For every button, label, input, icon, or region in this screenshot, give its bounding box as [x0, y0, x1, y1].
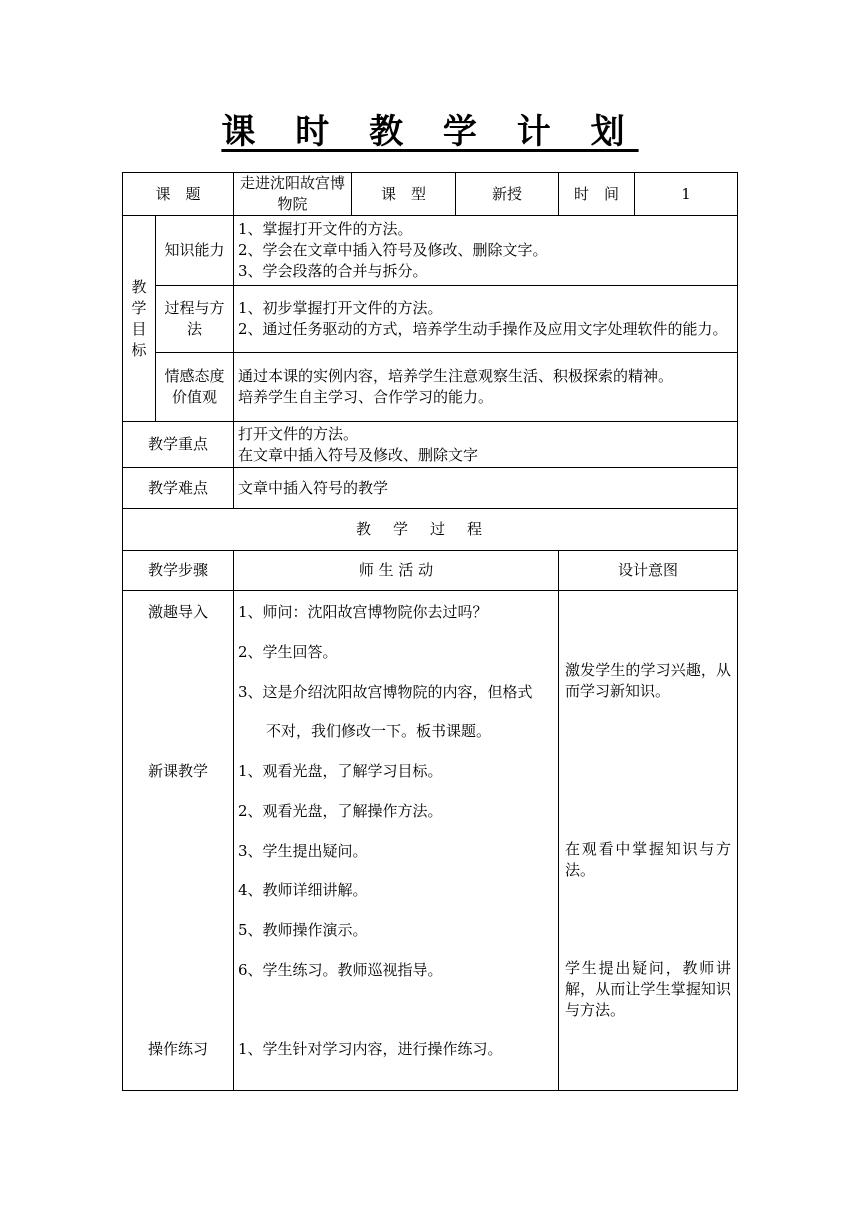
page-title: 课 时 教 学 计 划: [221, 112, 639, 152]
topic-value: 走进沈阳故宫博物院: [234, 173, 352, 216]
col-step-header: 教学步骤: [123, 551, 234, 591]
key-points-content: [234, 422, 738, 468]
goal-line: 通过本课的实例内容，培养学生注意观察生活、积极探索的精神。: [238, 367, 674, 385]
lesson-plan-table: [122, 172, 738, 1091]
key-point-line: 打开文件的方法。: [238, 424, 359, 443]
process-section-title: 教学过程: [123, 509, 738, 551]
goal-row-attitude: [123, 353, 738, 422]
time-value: 1: [635, 173, 738, 216]
key-points-row: [123, 422, 738, 468]
process-body-row: [123, 591, 738, 1091]
goal-content: [234, 286, 738, 353]
activity-line: 不对，我们修改一下。板书课题。: [266, 722, 492, 741]
activity-line: 6、学生练习。教师巡视指导。: [238, 960, 443, 979]
goal-label: 知识能力: [156, 216, 234, 286]
goal-line: 1、初步掌握打开文件的方法。: [238, 299, 443, 317]
intent-column: [559, 591, 738, 1091]
intent-text: 在观看中掌握知识与方法。: [565, 840, 732, 879]
topic-label: 课 题: [123, 173, 234, 216]
step-label: 新课教学: [148, 762, 209, 781]
key-point-line: 在文章中插入符号及修改、删除文字: [238, 445, 479, 464]
goal-label: 过程与方法: [156, 286, 234, 353]
goal-content: [234, 216, 738, 286]
goal-line: 培养学生自主学习、合作学习的能力。: [238, 388, 494, 406]
type-value: 新授: [456, 173, 559, 216]
step-label: 激趣导入: [148, 603, 209, 622]
time-label: 时 间: [559, 173, 635, 216]
activity-line: 3、学生提出疑问。: [238, 841, 368, 860]
activity-line: 5、教师操作演示。: [238, 920, 368, 939]
goal-line: 1、掌握打开文件的方法。: [238, 220, 413, 238]
goal-line: 3、学会段落的合并与拆分。: [238, 262, 428, 280]
activity-line: 1、师问：沈阳故宫博物院你去过吗？: [238, 603, 488, 622]
intent-text: 激发学生的学习兴趣，从而学习新知识。: [565, 661, 732, 700]
activity-line: 3、这是介绍沈阳故宫博物院的内容，但格式: [238, 682, 533, 701]
type-label: 课 型: [352, 173, 456, 216]
goal-content: [234, 353, 738, 422]
key-points-label: 教学重点: [123, 422, 234, 468]
difficulty-content: 文章中插入符号的教学: [234, 468, 738, 509]
goal-line: 2、学会在文章中插入符号及修改、删除文字。: [238, 241, 548, 259]
step-label: 操作练习: [148, 1039, 209, 1058]
col-activity-header: 师 生 活 动: [234, 551, 559, 591]
activity-line: 4、教师详细讲解。: [238, 881, 368, 900]
goal-row-process: [123, 286, 738, 353]
goal-label: 情感态度价值观: [156, 353, 234, 422]
activities-column: [234, 591, 559, 1091]
header-row: [123, 173, 738, 216]
goals-label: 教学目标: [123, 216, 156, 422]
activity-line: 2、观看光盘，了解操作方法。: [238, 801, 443, 820]
difficulty-row: [123, 468, 738, 509]
intent-text: 学生提出疑问，教师讲解，从而让学生掌握知识与方法。: [565, 959, 732, 1019]
goal-line: 2、通过任务驱动的方式，培养学生动手操作及应用文字处理软件的能力。: [238, 320, 728, 338]
difficulty-label: 教学难点: [123, 468, 234, 509]
activity-line: 1、观看光盘，了解学习目标。: [238, 762, 443, 781]
process-header-row: [123, 551, 738, 591]
process-section-row: [123, 509, 738, 551]
col-intent-header: 设计意图: [559, 551, 738, 591]
activity-line: 1、学生针对学习内容，进行操作练习。: [238, 1039, 503, 1058]
activity-line: 2、学生回答。: [238, 643, 338, 662]
steps-column: [123, 591, 234, 1091]
goal-row-knowledge: [123, 216, 738, 286]
